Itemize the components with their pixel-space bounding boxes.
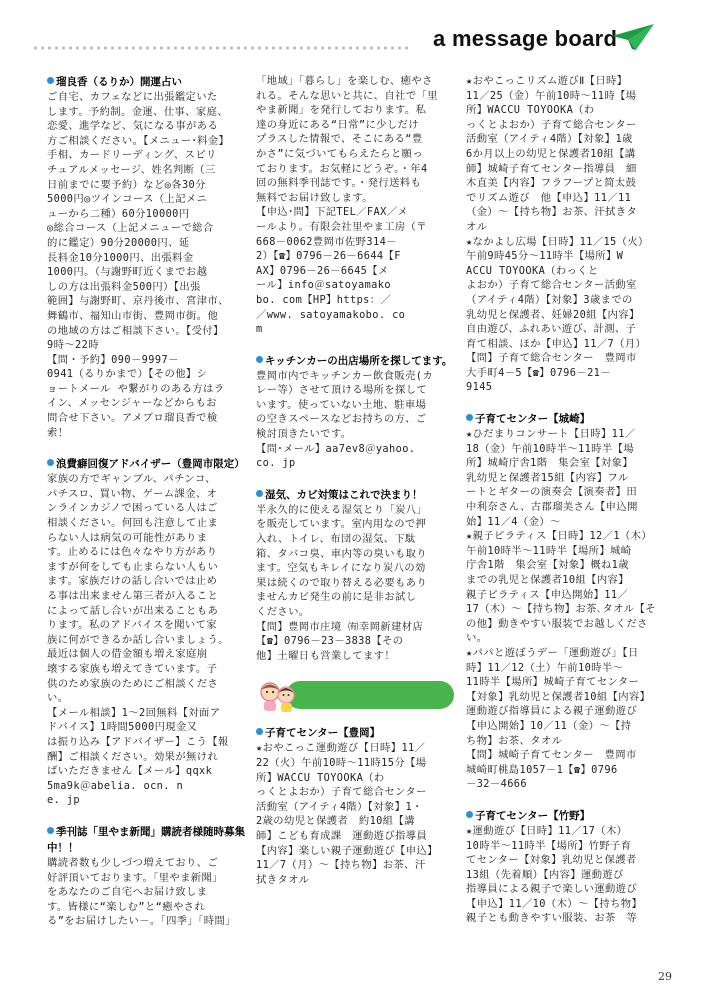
ad-rurika: [47, 74, 255, 440]
ad-body: 半永久的に使える湿気とり「炭八」 を販売しています。室内用なので押 入れ、トイレ、布団の湿気、下駄 箱、タバコ臭、車内等の臭いも取り ます。空気もキレイになり炭八の効 果は続くので取り替える必要もあり ませんカビ発生の前に是非お試し ください。 【問】豊岡市庄境 ㈲幸岡新建材店 【☎】0796－23－3838【その 他】土曜日も営業してます！: [256, 503, 428, 662]
ad-body: ★ひだまりコンサート【日時】11／ 18（金）午前10時半～11時半【場 所】城崎庁舎1階 集会室【対象】 乳幼児と保護者15組【内容】フル ートとギターの演奏会【演奏者】田 中利奈さん、古郡瑠美さん【申込開 始】11／4（金）～ ★親子ピラティス【日時】12／1（木） 午前10時半～11時半【場所】城崎 庁舎1階 集会室【対象】概ね1歳 までの乳児と保護者10組【内容】 親子ピラティス【申込開始】11／ 17（木）～【持ち物】お茶､タオル【そ の他】動きやすい服装でお越しくださ い。 ★パパと遊ぼうデー「運動遊び」【日 時】11／12（土）午前10時半～ 11時半【場所】城崎子育てセンター 【対象】乳幼児と保護者10組【内容】 運動遊び指導員による親子運動遊び 【申込開始】10／11（金）～【持 ち物】お茶、タオル 【問】城崎子育てセンター 豊岡市 城崎町桃島1057－1【☎】0796 －32－4666: [466, 428, 656, 791]
ad-title: 浪費癖回復アドバイザー（豊岡市限定）: [56, 458, 245, 471]
ad-body: ★おやこっこ運動遊び【日時】11／ 22（火）午前10時～11時15分【場 所】WACCU TOYOOKA（わ っくとよおか）子育て総合センター 活動室（アイティ4階）【対象】1・ 2歳の幼児と保護者 約10組【講 師】こども育成課 運動遊び指導員 【内容】楽しい親子運動遊び【申込】 11／7（月）～【持ち物】お茶、汗 拭きタオル: [256, 742, 438, 886]
bullet-icon: [466, 811, 473, 818]
bullet-icon: [256, 490, 263, 497]
ad-center-toyooka-continued: [466, 74, 674, 395]
ad-center-takeno: [466, 808, 674, 926]
ad-magazine-continued: [256, 74, 464, 337]
ad-body: ★運動遊び【日時】11／17（木） 10時半～11時半【場所】竹野子育 てセンター【対象】乳幼児と保護者 13組（先着順）【内容】運動遊び 指導員による親子で楽しい運動遊び 【申込】11／10（木）～【持ち物】 親子とも動きやすい服装、お茶 等: [466, 824, 643, 925]
column-3: [466, 74, 674, 942]
page-title: a message board: [433, 26, 618, 51]
bullet-icon: [47, 459, 54, 466]
column-1: [47, 74, 255, 945]
ad-title: 季刊誌「里やま新聞」購読者様随時募集中！！: [47, 825, 245, 854]
page-number: 29: [658, 970, 672, 983]
ad-title: 子育てセンター【城崎】: [475, 413, 591, 426]
ad-title: 子育てセンター【竹野】: [475, 809, 591, 822]
ad-title: 湿気、カビ対策はこれで決まり！: [265, 488, 423, 501]
bullet-icon: [466, 414, 473, 421]
ad-body: 家族の方でギャンブル、パチンコ、 パチスロ、買い物、ゲーム課金、オ ンラインカジノで困っている人はご 相談ください。何回も注意して止ま らない人は病気の可能性がありま す。止めるには色々なやり方があり ますが何をしても止まらない人もい ます。家族だけの話し合いでは止め る事は出来ません第三者が入ること によって話し合いが出来ることもあ ります。私のアドバイスを聞いて家 族に何ができるか話し合いましょう。 最近は個人の借金額も増え家庭崩 壊する家族も増えてきています。子 供のため家族のためにご相談くださ い。 【メール相談】1～2回無料【対面ア ドバイス】1時間5000円現金又 は振り込み【アドバイザー】こう【報 酬】ご相談ください。効果が無けれ ばいただきません【メール】qqxk 5ma9k＠abelia. ocn. n e. jp: [47, 473, 229, 807]
ad-magazine: [47, 824, 255, 929]
ad-center-toyooka: [256, 725, 464, 887]
ad-mold: [256, 487, 464, 664]
page-header: [0, 0, 705, 70]
ad-adviser: [47, 456, 255, 808]
paper-plane-icon: [610, 22, 656, 52]
ad-title: キッチンカーの出店場所を探してます。: [265, 354, 453, 367]
ad-kitchencar: [256, 353, 464, 471]
section-banner: [256, 679, 464, 713]
ad-title: 瑠良香（るりか）開運占い: [56, 76, 182, 88]
dotted-rule: [32, 44, 410, 52]
ad-body: ★おやこっこリズム遊びⅡ【日時】 11／25（金）午前10時～11時【場 所】WACCU TOYOOKA（わ っくとよおか）子育て総合センター 活動室（アイティ4階）【対象】1歳 6か月以上の幼児と保護者10組【講 師】城崎子育てセンター指導員 細 木直美【内容】フラフープと简太鼓 でリズム遊び 他【申込】11／11 （金）～【持ち物】お茶、汗拭きタ オル ★なかよし広場【日時】11／15（火） 午前9時45分～11時半【場所】W ACCU TOYOOKA（わっくと よおか）子育て総合センター活動室 （アイティ4階）【対象】3歳までの 乳幼児と保護者、妊婦20組【内容】 自由遊び、ふれあい遊び、計測、子 育て相談、ほか【申込】11／7（月） 【問】子育て総合センター 豊岡市 大手町4－5【☎】0796－21－ 9145: [466, 75, 649, 394]
ad-body: 豊岡市内でキッチンカー飲食販売(カ レー等）させて頂ける場所を探して います。使っていない土地、駐車場 の空きスペースなどお持ちの方、ご 検討頂きたいです。 【問･メール】aa7ev8＠yahoo. co. jp: [256, 369, 434, 470]
ad-body: 購読者数も少しづつ増えており、ご 好評頂いております。「里やま新聞」 をあなたのご自宅へお届け致しま す。皆様に“楽しむ”と“癒やされ る”をお届けしたい－。「四季」「時間」: [47, 856, 236, 928]
kids-icon: [256, 679, 302, 713]
bullet-icon: [256, 728, 263, 735]
ad-body: ご自宅、カフェなどに出張鑑定いた します。予約制。金運、仕事、家庭、 恋愛、進学など、気になる事がある 方ご相談ください。【メニュー･料金】 手相、カードリーディング、スピリ チュアルメッセージ、姓名判断（三 日前までに要予約）など◎各30分 5000円◎ツインコース（上記メニ ューから二種）60分10000円 ◎総合コース（上記メニューで総合 的に鑑定）90分20000円、延 長料金10分1000円、出張料金 1000円。（与謝野町近くまでお越 しの方は出張料金500円）【出張 範囲】与謝野町、京丹後市、宮津市、 舞鶴市、福知山市街、豊岡市街。他 の地域の方はご相談下さい。【受付】 9時～22時 【問・予約】090－9997－ 0941（るりかまで）【その他】シ ョートメール や繋がりのある方はラ イン、メッセンジャーなどからもお 問合せ下さい。アメブロ瑠良香で検 索！: [47, 91, 230, 439]
bullet-icon: [256, 356, 263, 363]
bullet-icon: [47, 827, 54, 834]
ad-center-kinosaki: [466, 411, 674, 792]
bullet-icon: [47, 77, 54, 84]
column-2: [256, 74, 464, 903]
ad-title: 子育てセンター【豊岡】: [265, 727, 381, 740]
ad-body: 「地域」「暮らし」を楽しむ、癒やさ れる。そんな思いと共に、自社で「里 やま新聞」を発行しております。私 達の身近にある“日常”に少しだけ プラスした情報で、そこにある“豊 かさ”に気づいてもらえたらと願っ ております。お気軽にどうぞ。・年4 回の無料季刊誌です。・発行送料も 無料でお届け致します。 【申込･問】下記TEL／FAX／メ ールより。有限会社里やま工房（〒 668－0062豊岡市佐野314－ 2）【☎】0796－26－6644【F AX】0796－26－6645【メ ール】info＠satoyamako bo. com【HP】https：／ ／www. satoyamakobo. co m: [256, 75, 438, 336]
